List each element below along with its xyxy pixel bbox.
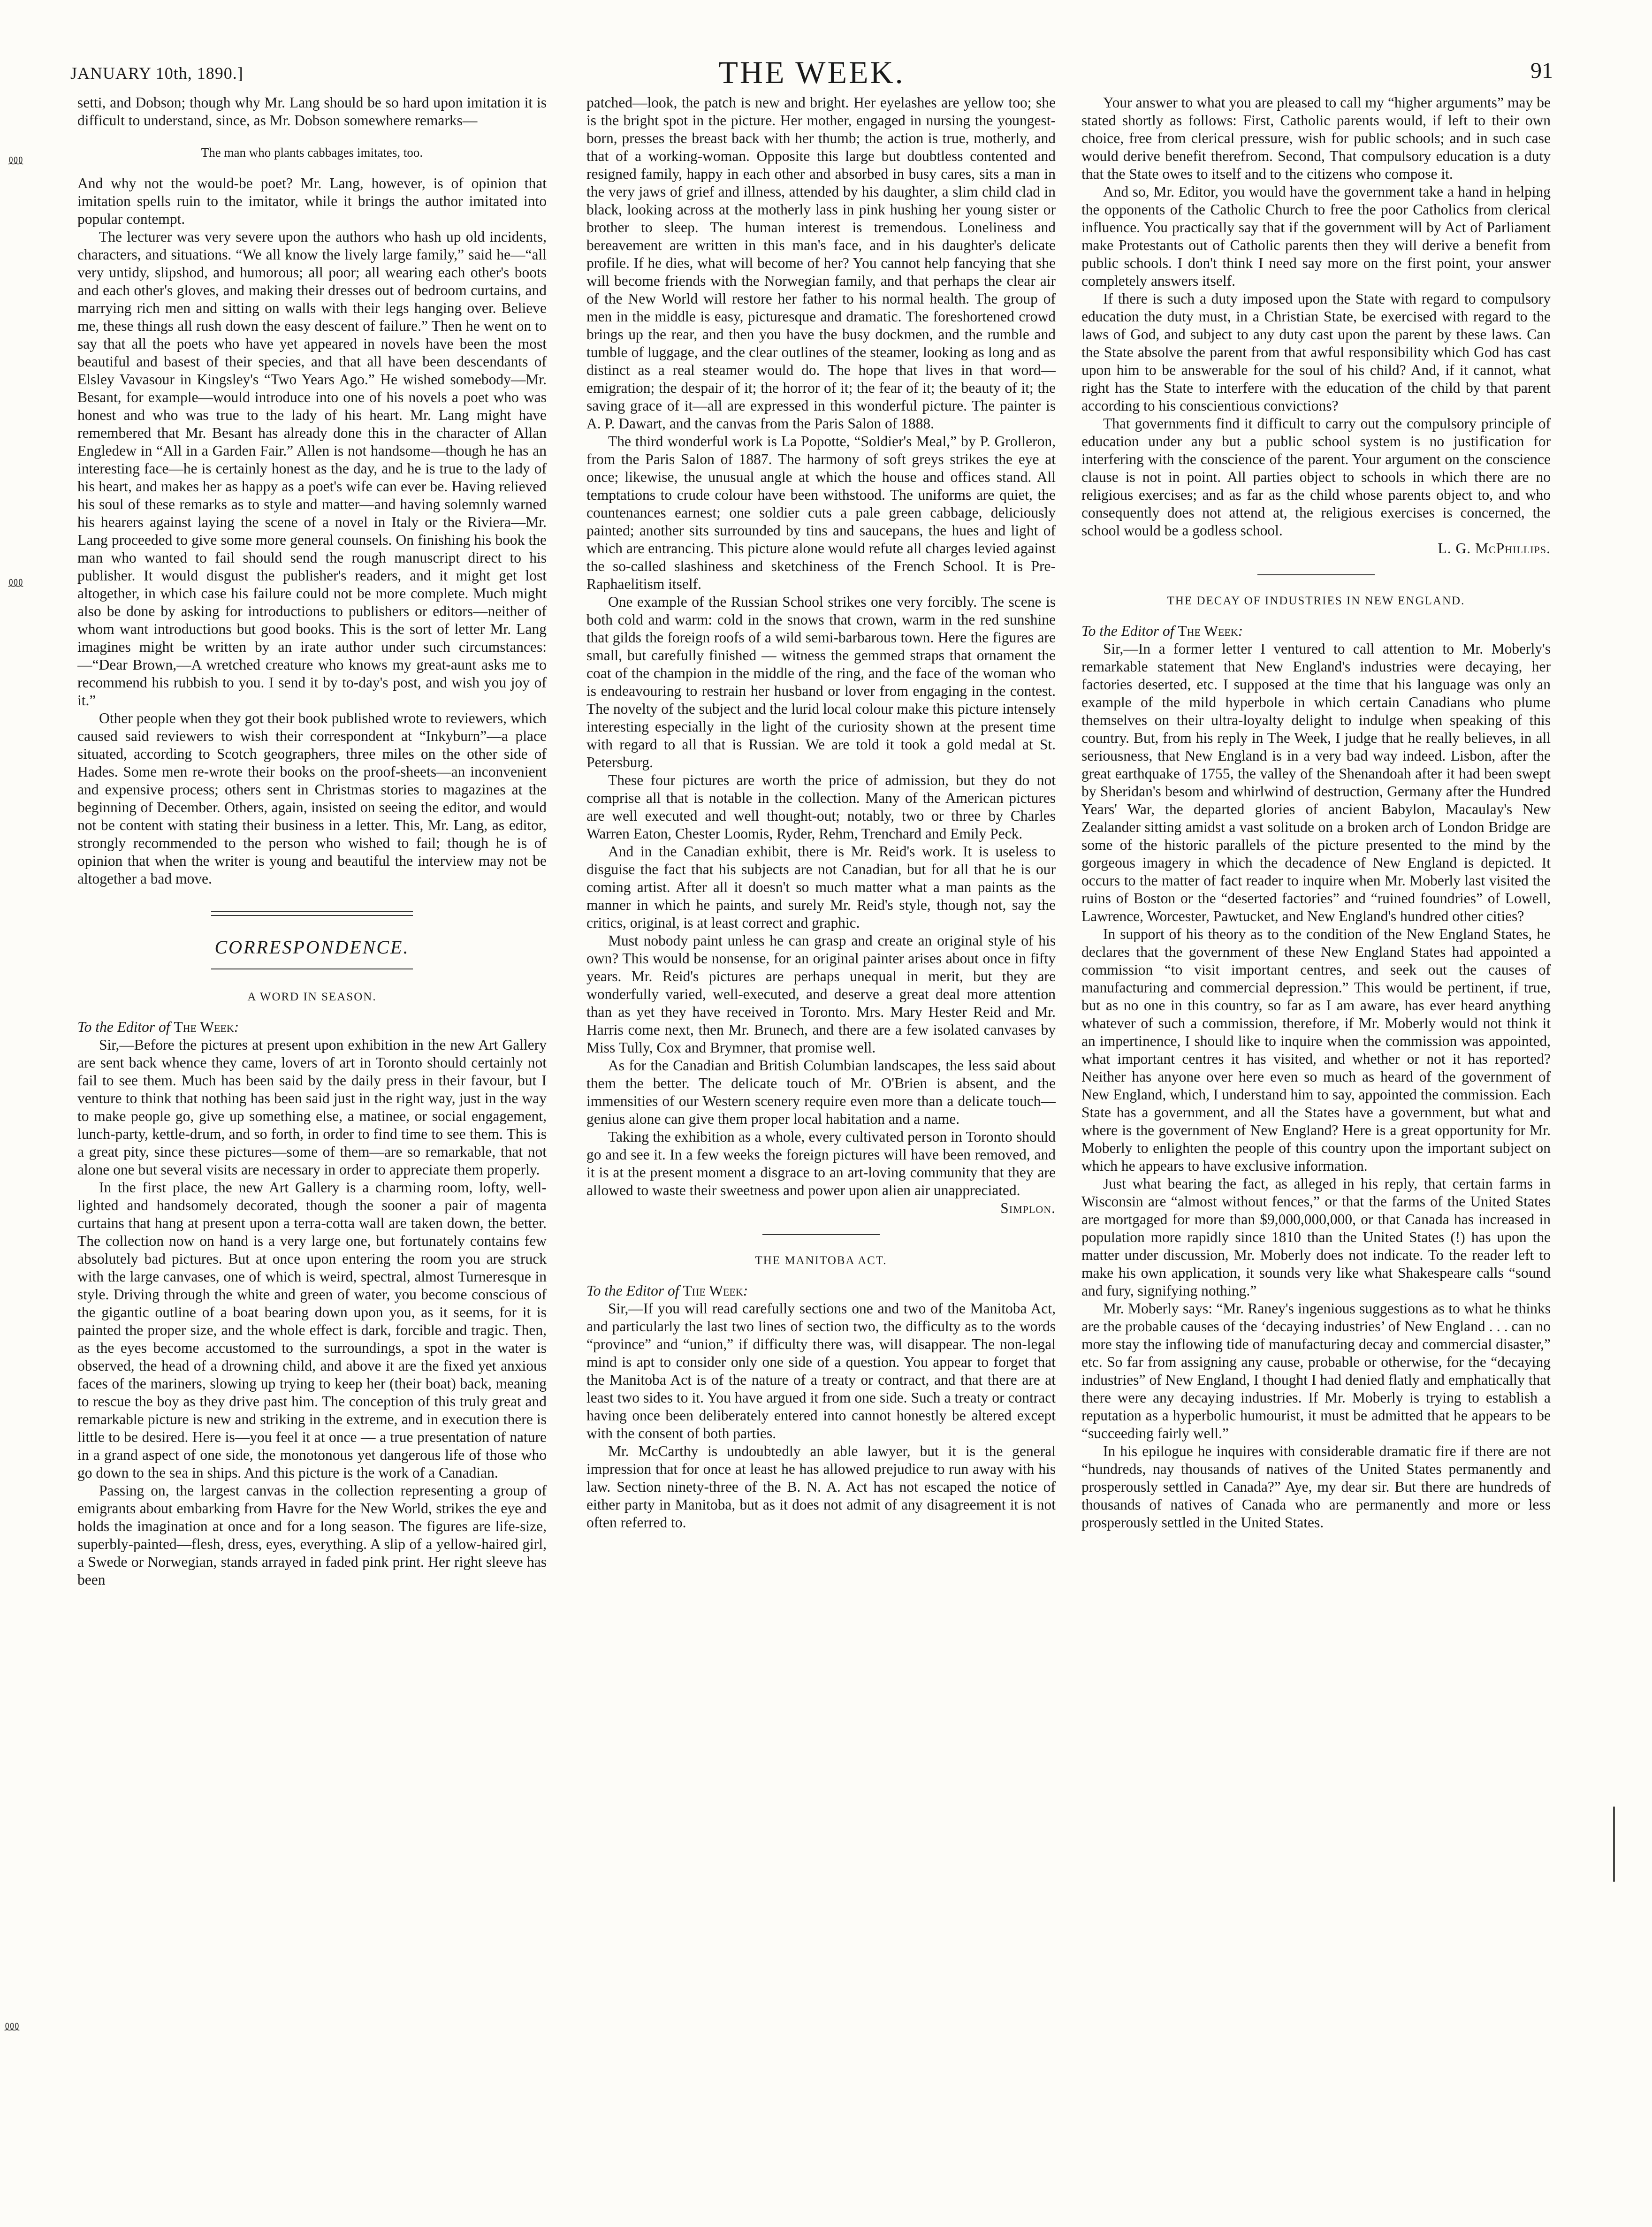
column-2 (586, 94, 1056, 2168)
verse-quote: The man who plants cabbages imitates, too. (201, 145, 423, 160)
paragraph: And why not the would-be poet? Mr. Lang, however, is of opinion that imitation spells ruin to the imitator, while it brings the author imitated into popular contempt. (77, 175, 547, 227)
paragraph: Sir,—If you will read carefully sections one and two of the Manitoba Act, and particularly the last two lines of section two, the difficulty as to the words “province” and “union,” if difficulty there was, will disappear. The non-legal mind is apt to consider only one side of a question. You appear to forget that the Manitoba Act is of the nature of a treaty or contract, and that there are at least two sides to it. You have argued it from one side. Such a treaty or contract having once been deliberately entered into cannot honestly be altered except with the consent of both parties. (586, 1300, 1056, 1441)
paragraph: setti, and Dobson; though why Mr. Lang should be so hard upon imitation it is difficult to understand, since, as Mr. Dobson somewhere remarks— (77, 94, 547, 129)
paragraph: In his epilogue he inquires with considerable dramatic fire if there are not “hundreds, nay thousands of natives of the United States permanently and prosperously settled in Canada?” Aye, my dear sir. But there are hundreds of thousands of natives of Canada who are permanently and more or less prosperously settled in the United States. (1081, 1443, 1551, 1531)
letter-heading: THE MANITOBA ACT. (755, 1254, 887, 1267)
paragraph: That governments find it difficult to carry out the compulsory principle of education under any but a public school system is no justification for interfering with the conscience of the parent. Your argument on the conscience clause is not in point. All parties object to schools in which there are no religious exercises; and as far as the child whose parents object to, and who consequently does not attend at, the religious exercises is concerned, the school would be a godless school. (1081, 415, 1551, 539)
salutation: To the Editor of The Week: (1081, 623, 1243, 639)
paragraph: Must nobody paint unless he can grasp and create an original style of his own? This would be nonsense, for an original painter arises about once in fifty years. Mr. Reid's pictures are perhaps unequal in merit, but they are wonderfully varied, well-executed, and deserve a great deal more attention than as yet they have received in Toronto. Mrs. Mary Hester Reid and Mr. Harris come next, then Mr. Brunech, and there are a few isolated canvases by Miss Tully, Cox and Brymner, that promise well. (586, 932, 1056, 1056)
letter-divider (1257, 574, 1375, 575)
salutation: To the Editor of The Week: (586, 1282, 748, 1299)
paragraph: patched—look, the patch is new and bright. Her eyelashes are yellow too; she is the bright spot in the picture. Her mother, engaged in nursing the youngest-born, presses the breast back with her thumb; the action is true, motherly, and that of a working-woman. Opposite this large but doubtless contented and resigned family, happy in each other and absorbed in busy cares, sits a man in the very jaws of grief and illness, attended by his daughter, a slim child clad in black, looking across at the motherly lass in pink hushing her young sister or brother to sleep. The human interest is tremendous. Loneliness and bereavement are written in this man's face, and in his daughter's delicate profile. If he dies, what will become of her? You cannot help fancying that she will become friends with the Norwegian family, and that perhaps the clear air of the New World will restore her father to his normal health. The group of men in the middle is easy, picturesque and dramatic. The foreshortened crowd brings up the rear, and then you have the busy dockmen, and the rumble and tumble of luggage, and the clear outlines of the steamer, looking as long and as distinct as a real steamer would do. The hope that lives in that word—emigration; the despair of it; the horror of it; the fear of it; the beauty of it; the saving grace of it—all are expressed in this wonderful picture. The painter is A. P. Dawart, and the canvas from the Paris Salon of 1888. (586, 94, 1056, 432)
paragraph: Just what bearing the fact, as alleged in his reply, that certain farms in Wisconsin are “almost without fences,” or that the farms of the United States are mortgaged for more than $9,000,000,000, or that Canada has increased in population more rapidly since 1810 than the United States (!) has upon the matter under discussion, Mr. Moberly does not indicate. To the reader left to make his own application, it sounds very like what Shakespeare calls “sound and fury, signifying nothing.” (1081, 1175, 1551, 1299)
signature: Simplon. (1000, 1200, 1056, 1216)
paragraph: One example of the Russian School strikes one very forcibly. The scene is both cold and warm: cold in the snows that crown, warm in the red sunshine that gilds the foreign roofs of a wild semi-barbarous town. Here the figures are small, but carefully finished — witness the gemmed straps that ornament the coat of the champion in the middle of the ring, and the face of the woman who is endeavouring to restrain her husband or lover from engaging in the contest. The novelty of the subject and the lurid local colour make this picture intensely interesting especially in the light of the curiosity shown at the present time with regard to all that is Russian. We are told it took a gold medal at St. Petersburg. (586, 594, 1056, 770)
column-1 (77, 94, 547, 2168)
section-title: CORRESPONDENCE. (214, 937, 410, 958)
binding-edge (1613, 1807, 1615, 1882)
paragraph: And so, Mr. Editor, you would have the government take a hand in helping the opponents of the Catholic Church to free the poor Catholics from clerical influence. You practically say that if the government will by Act of Parliament make Protestants out of Catholic parents then they will derive a benefit from public schools. I don't think I need say more on the first point, your answer completely answers itself. (1081, 183, 1551, 289)
paragraph: If there is such a duty imposed upon the State with regard to compulsory education the duty must, in a Christian State, be exercised with regard to the laws of God, and subject to any duty cast upon the parent by these laws. Can the State absolve the parent from that awful responsibility which God has cast upon him to be answerable for the soul of his child? And, if it cannot, what right has the State to interfere with the education of the child by that parent according to his conscientious convictions? (1081, 290, 1551, 414)
paragraph: In support of his theory as to the condition of the New England States, he declares that the government of these New England States had appointed a commission “to visit important centres, and seek out the causes of manufacturing and commercial depression.” This would be pertinent, if true, but as no one in this country, so far as I am aware, has ever heard anything whatever of such a commission, therefore, if Mr. Moberly would not think it an impertinence, I should like to inquire when the commission was appointed, what important centres it has visited, and whether or not it has reported? Neither has anyone over here even so much as heard of the government of New England, which, I understand him to say, appointed the commission. Each State has a government, and all the States have a government, but what and where is the government of New England? Here is a great opportunity for Mr. Moberly to enlighten the people of this country upon the important subject on which he appears to have exclusive information. (1081, 926, 1551, 1174)
salutation-publication: The Week (174, 1019, 234, 1035)
paragraph: Sir,—Before the pictures at present upon exhibition in the new Art Gallery are sent back whence they came, lovers of art in Toronto should certainly not fail to see them. Much has been said by the daily press in their favour, but I venture to think that nothing has been said just in the right way, just in the way to make people go, give up something else, a matinee, or social engagement, lunch-party, kettle-drum, and so forth, in order to find time to see them. This is a great pity, since these pictures—some of them—are so remarkable, that not alone one but several visits are necessary in order to appreciate them properly. (77, 1037, 547, 1178)
margin-mark: ⅏ (8, 152, 23, 168)
margin-mark: ⅏ (5, 2018, 19, 2034)
salutation-publication: The Week (683, 1282, 743, 1299)
salutation-publication: The Week (1178, 623, 1238, 639)
letter-heading: A WORD IN SEASON. (247, 991, 377, 1003)
letter-divider (762, 1234, 880, 1235)
paragraph: Mr. McCarthy is undoubtedly an able lawyer, but it is the general impression that for once at least he has allowed prejudice to run away with his law. Section ninety-three of the B. N. A. Act has not escaped the notice of either party in Manitoba, but as it does not admit of any disagreement it is not often referred to. (586, 1443, 1056, 1531)
paragraph: Taking the exhibition as a whole, every cultivated person in Toronto should go and see it. In a few weeks the foreign pictures will have been removed, and it is at the present moment a disgrace to an art-loving community that they are allowed to waste their sweetness and power upon alien air unappreciated. (586, 1129, 1056, 1198)
column-3 (1081, 94, 1551, 2168)
page-number: 91 (1530, 58, 1553, 83)
paragraph: Your answer to what you are pleased to call my “higher arguments” may be stated shortly as follows: First, Catholic parents would, if left to their own choice, free from clerical pressure, wish for public schools; and in such case would derive benefit therefrom. Second, That compulsory education is a duty that the State owes to itself and to the citizens who compose it. (1081, 94, 1551, 182)
paragraph: Other people when they got their book published wrote to reviewers, which caused said reviewers to wish their correspondent at “Inkyburn”—a place situated, according to Scotch geographers, three miles on the other side of Hades. Some men re-wrote their books on the proof-sheets—an inconvenient and expensive process; others sent in Christmas stories to magazines at the beginning of December. Others, again, insisted on seeing the editor, and would not be content with stating their business in a letter. This, Mr. Lang, as editor, strongly recommended to the person who wished to fail; though he is of opinion that when the writer is young and beautiful the interview may not be altogether a bad move. (77, 710, 547, 887)
section-divider (211, 911, 413, 916)
paragraph: The lecturer was very severe upon the authors who hash up old incidents, characters, and situations. “We all know the lively large family,” said he—“all very untidy, slipshod, and humorous; all poor; all wearing each other's boots and each other's gloves, and making their dresses out of bedroom curtains, and marrying rich men and sitting on walls with their legs hanging over. Believe me, these things all rush down the easy descent of failure.” Then he went on to say that all the poets who have yet appeared in novels have been the most beautiful and basest of their species, and that all have been descendants of Elsley Vavasour in Kingsley's “Two Years Ago.” He wished somebody—Mr. Besant, for example—would introduce into one of his novels a poet who was honest and who was true to the lady of his heart. Mr. Lang might have remembered that Mr. Besant has already done this in the character of Allan Engledew in “All in a Garden Fair.” Allen is not handsome—though he has an interesting face—he is certainly honest as the day, and he is true to the lady of his heart, and makes her as happy as a poet's wife can ever be. Having relieved his soul of these remarks as to style and matter—and having solemnly warned his hearers against laying the scene of a novel in Italy or the Riviera—Mr. Lang proceeded to give some more general counsels. On finishing his book the man who wanted to fail should send the rough manuscript direct to his publisher. It would disgust the publisher's readers, and it might get lost altogether, in which case his failure could not be more complete. Much might also be done by asking for introductions to publishers or editors—neither of whom want introductions but good books. This is the sort of letter Mr. Lang imagines might be written by an irate author under such circumstances:—“Dear Brown,—A wretched creature who knows my great-aunt asks me to recommend his rubbish to you. I send it by to-day's post, and wish you joy of it.” (77, 229, 547, 709)
publication-title: THE WEEK. (718, 54, 905, 90)
paragraph: Mr. Moberly says: “Mr. Raney's ingenious suggestions as to what he thinks are the probable causes of the ‘decaying industries’ of New England . . . can no more stay the inflowing tide of manufacturing decay and commercial disaster,” etc. So far from assigning any cause, probable or otherwise, for the “decaying industries” of New England, I thought I had denied flatly and emphatically that there were any decaying industries. If Mr. Moberly is trying to establish a reputation as a hyperbolic humourist, it must be admitted that he appears to be “succeeding fairly well.” (1081, 1300, 1551, 1441)
margin-mark: ⅏ (8, 574, 23, 590)
letter-heading: THE DECAY OF INDUSTRIES IN NEW ENGLAND. (1167, 595, 1465, 607)
paragraph: As for the Canadian and British Columbian landscapes, the less said about them the better. The delicate touch of Mr. O'Brien is absent, and the immensities of our Western scenery require even more than a delicate touch—genius alone can give them proper local habitation and a name. (586, 1057, 1056, 1127)
signature: L. G. McPhillips. (1438, 540, 1551, 557)
issue-date: JANUARY 10th, 1890.] (70, 64, 244, 83)
paragraph: The third wonderful work is La Popotte, “Soldier's Meal,” by P. Grolleron, from the Paris Salon of 1887. The harmony of soft greys strikes the eye at once; likewise, the unusual angle at which the house and offices stand. All temptations to crude colour have been withstood. The uniforms are quiet, the countenances earnest; one soldier cuts a pale green cabbage, deliciously painted; another sits surrounded by tins and saucepans, the hues and light of which are entrancing. This picture alone would refute all charges levied against the so-called slashiness and sketchiness of the French School. It is Pre-Raphaelitism itself. (586, 433, 1056, 592)
paragraph: And in the Canadian exhibit, there is Mr. Reid's work. It is useless to disguise the fact that his subjects are not Canadian, but for all that he is our coming artist. After all it doesn't so much matter what a man paints as the manner in which he paints, and surely Mr. Reid's style, though not, say the critics, original, is at least correct and graphic. (586, 843, 1056, 931)
salutation: To the Editor of The Week: (77, 1019, 239, 1035)
paragraph: In the first place, the new Art Gallery is a charming room, lofty, well-lighted and handsomely decorated, though the sooner a pair of magenta curtains that hang at present upon a terra-cotta wall are taken down, the better. The collection now on hand is a very large one, but fortunately contains few absolutely bad pictures. But at once upon entering the room you are struck with the large canvases, one of which is weird, spectral, almost Turneresque in style. Driving through the white and green of water, you become conscious of the gigantic outline of a boat bearing down upon you, as it seems, for it is painted the proper size, and the whole effect is dark, forcible and tragic. Then, as the eyes become accustomed to the surroundings, a spot in the water is observed, the head of a drowning child, and above it are the fixed yet anxious faces of the mariners, slowing up trying to keep her (their boat) back, meaning to rescue the boy as they drive past him. The conception of this truly great and remarkable picture is new and striking in the extreme, and in execution there is little to be desired. Here is—you feel it at once — a true presentation of nature in a grand aspect of one side, the monotonous yet dangerous life of those who go down to the sea in ships. And this picture is the work of a Canadian. (77, 1179, 547, 1481)
paragraph: Passing on, the largest canvas in the collection representing a group of emigrants about embarking from Havre for the New World, strikes the eye and holds the imagination at once and for a long season. The figures are life-size, superbly-painted—flesh, dress, eyes, everything. A slip of a yellow-haired girl, a Swede or Norwegian, stands arrayed in faded pink print. Her right sleeve has been (77, 1482, 547, 1588)
paragraph: Sir,—In a former letter I ventured to call attention to Mr. Moberly's remarkable statement that New England's industries were decaying, her factories deserted, etc. I supposed at the time that his language was only an example of the mild hyperbole in which certain Canadians who plume themselves on their ultra-loyalty delight to indulge when speaking of this country. But, from his reply in The Week, I judge that he really believes, in all seriousness, that New England is in a very bad way indeed. Lisbon, after the great earthquake of 1755, the valley of the Shenandoah after it had been swept by Sheridan's besom and whirlwind of destruction, Germany after the Hundred Years' War, the departed glories of ancient Babylon, Macaulay's New Zealander sitting amidst a vast solitude on a broken arch of London Bridge are some of the historic parallels of the picture presented to the mind by the gorgeous imagery in which the decadence of New England is depicted. It occurs to the matter of fact reader to inquire when Mr. Moberly last visited the ruins of Boston or the “deserted factories” and “ruined foundries” of Lowell, Lawrence, Worcester, Pawtucket, and New England's hundred other cities? (1081, 641, 1551, 924)
paragraph: These four pictures are worth the price of admission, but they do not comprise all that is notable in the collection. Many of the American pictures are well executed and well thought-out; notably, two or three by Charles Warren Eaton, Chester Loomis, Ryder, Rehm, Trenchard and Emily Peck. (586, 772, 1056, 842)
